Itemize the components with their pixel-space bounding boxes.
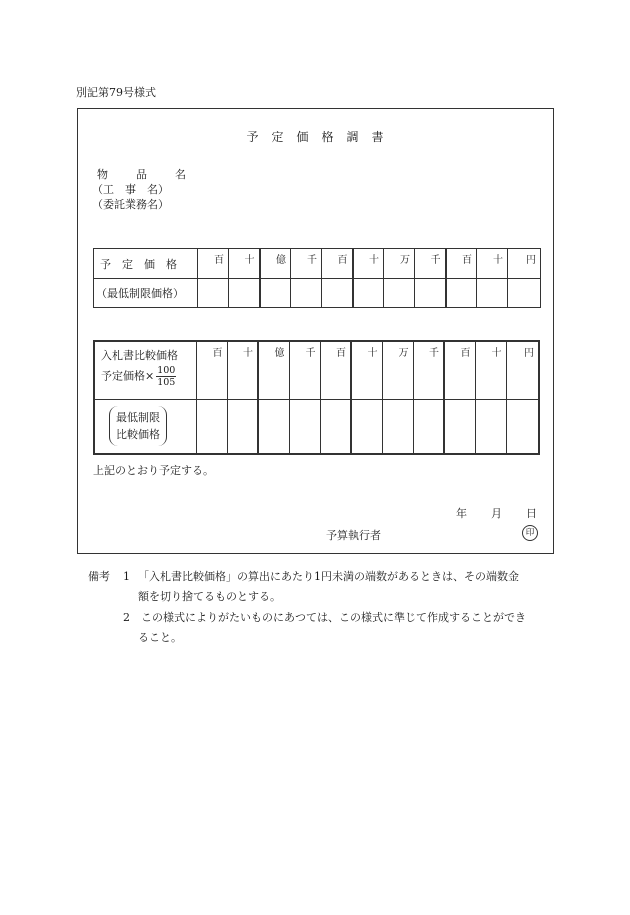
digit-cell[interactable] <box>384 279 415 308</box>
digit-header: 十 <box>227 341 258 399</box>
signer-label: 予算執行者 <box>326 529 381 542</box>
digit-cell[interactable] <box>506 399 539 454</box>
document-title: 予定価格調書 <box>246 130 397 144</box>
date-day: 日 <box>526 507 537 520</box>
fraction-numerator: 100 <box>157 365 176 376</box>
digit-cell[interactable] <box>198 279 229 308</box>
minimum-comparison-label <box>94 399 196 454</box>
digit-header: 十 <box>477 249 508 279</box>
digit-header: 千 <box>291 249 322 279</box>
formula-prefix: 予定価格× <box>101 369 155 383</box>
digit-cell[interactable] <box>229 279 260 308</box>
estimated-price-table <box>93 248 541 308</box>
form-label: 別記第79号様式 <box>76 86 156 99</box>
digit-header: 円 <box>508 249 541 279</box>
bid-comparison-label <box>94 341 196 399</box>
construction-name-label: （工 事 名） <box>92 183 169 196</box>
bracket-line1: 最低制限 <box>116 411 160 425</box>
bid-comparison-formula <box>101 365 196 388</box>
notes-heading: 備考 <box>88 570 110 583</box>
item-name-label <box>97 166 186 182</box>
digit-cell[interactable] <box>353 279 384 308</box>
digit-cell[interactable] <box>415 279 446 308</box>
seal-icon: 印 <box>522 525 538 541</box>
date-month: 月 <box>491 507 502 520</box>
digit-cell[interactable] <box>227 399 258 454</box>
note-2-number: 2 <box>123 611 130 624</box>
digit-header: 千 <box>289 341 320 399</box>
note-2-line-1: この様式によりがたいものにあつては、この様式に準じて作成することができ <box>141 611 526 624</box>
digit-header: 百 <box>322 249 353 279</box>
digit-cell[interactable] <box>291 279 322 308</box>
digit-header: 百 <box>444 341 475 399</box>
digit-cell[interactable] <box>413 399 444 454</box>
digit-header: 千 <box>413 341 444 399</box>
digit-cell[interactable] <box>382 399 413 454</box>
digit-cell[interactable] <box>444 399 475 454</box>
digit-header: 百 <box>198 249 229 279</box>
digit-header: 百 <box>196 341 227 399</box>
digit-cell[interactable] <box>258 399 289 454</box>
bracket-label <box>109 406 167 446</box>
digit-header: 万 <box>384 249 415 279</box>
seal-mark <box>522 525 538 541</box>
digit-cell[interactable] <box>477 279 508 308</box>
digit-header: 十 <box>353 249 384 279</box>
digit-header: 百 <box>320 341 351 399</box>
item-name-char-1: 物 <box>97 168 108 181</box>
commission-name-label: （委託業務名） <box>92 198 169 211</box>
digit-cell[interactable] <box>289 399 320 454</box>
digit-cell[interactable] <box>351 399 382 454</box>
digit-cell[interactable] <box>196 399 227 454</box>
digit-cell[interactable] <box>446 279 477 308</box>
note-2-line-2: ること。 <box>138 631 182 644</box>
item-name-char-3: 名 <box>175 168 186 181</box>
item-name-char-2: 品 <box>136 168 147 181</box>
digit-cell[interactable] <box>508 279 541 308</box>
bracket-line2: 比較価格 <box>116 428 160 442</box>
digit-header: 万 <box>382 341 413 399</box>
note-1-number: 1 <box>123 570 130 583</box>
digit-header: 十 <box>351 341 382 399</box>
fraction <box>156 365 176 388</box>
digit-cell[interactable] <box>260 279 291 308</box>
estimated-price-label: 予 定 価 格 <box>94 249 198 279</box>
digit-header: 十 <box>229 249 260 279</box>
digit-cell[interactable] <box>475 399 506 454</box>
date-year: 年 <box>456 507 467 520</box>
digit-header: 億 <box>258 341 289 399</box>
digit-header: 百 <box>446 249 477 279</box>
note-1-line-2: 額を切り捨てるものとする。 <box>138 590 281 603</box>
bid-comparison-table <box>93 340 540 455</box>
digit-cell[interactable] <box>322 279 353 308</box>
digit-header: 億 <box>260 249 291 279</box>
minimum-price-label: （最低制限価格） <box>94 279 198 308</box>
digit-cell[interactable] <box>320 399 351 454</box>
digit-header: 千 <box>415 249 446 279</box>
digit-header: 十 <box>475 341 506 399</box>
statement-text: 上記のとおり予定する。 <box>93 464 214 477</box>
fraction-denominator: 105 <box>157 377 176 388</box>
bid-comparison-label-line1: 入札書比較価格 <box>101 349 178 362</box>
note-1-line-1: 「入札書比較価格」の算出にあたり1円未満の端数があるときは、その端数金 <box>138 570 519 583</box>
digit-header: 円 <box>506 341 539 399</box>
